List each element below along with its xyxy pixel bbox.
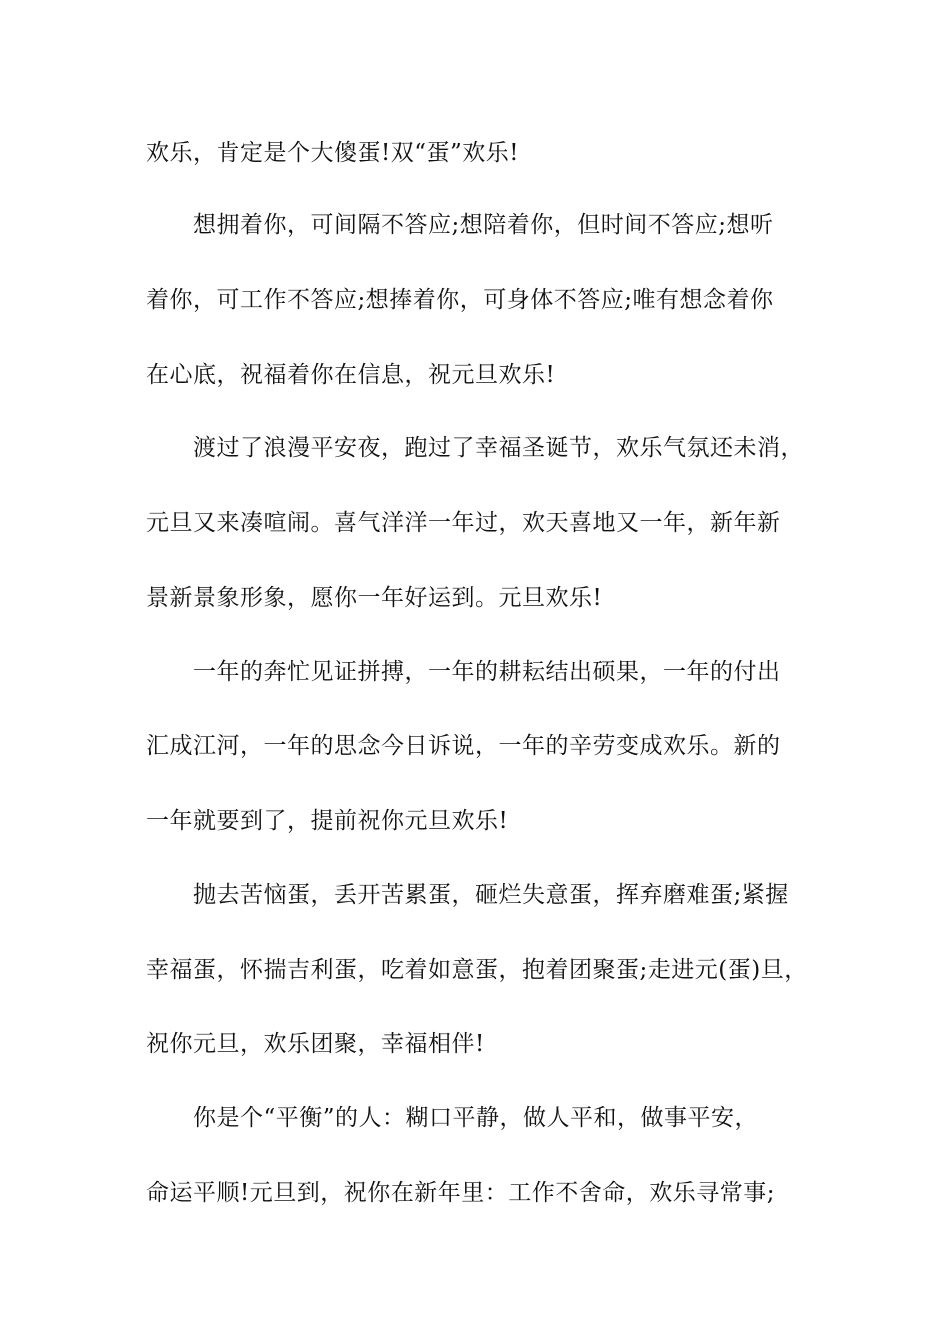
text-line: 汇成江河，一年的思念今日诉说，一年的辛劳变成欢乐。新的 xyxy=(146,733,781,759)
text-line: 景新景象形象，愿你一年好运到。元旦欢乐! xyxy=(146,585,603,611)
text-line: 在心底，祝福着你在信息，祝元旦欢乐! xyxy=(146,362,556,388)
paragraph-first-line: 一年的奔忙见证拼搏，一年的耕耘结出硕果，一年的付出 xyxy=(193,659,781,685)
text-line: 命运平顺!元旦到，祝你在新年里：工作不舍命，欢乐寻常事; xyxy=(146,1180,775,1206)
text-line: 元旦又来凑喧闹。喜气洋洋一年过，欢天喜地又一年，新年新 xyxy=(146,510,781,536)
paragraph-first-line: 你是个“平衡”的人：糊口平静，做人平和，做事平安， xyxy=(193,1105,759,1131)
paragraph-first-line: 渡过了浪漫平安夜，跑过了幸福圣诞节，欢乐气氛还未消， xyxy=(193,435,804,461)
text-line: 幸福蛋，怀揣吉利蛋，吃着如意蛋，抱着团聚蛋;走进元(蛋)旦， xyxy=(146,957,808,983)
text-line: 祝你元旦，欢乐团聚，幸福相伴! xyxy=(146,1031,485,1057)
paragraph-first-line: 抛去苦恼蛋，丢开苦累蛋，砸烂失意蛋，挥弃磨难蛋;紧握 xyxy=(193,882,789,908)
text-line: 欢乐，肯定是个大傻蛋!双“蛋”欢乐! xyxy=(146,140,520,166)
text-line: 一年就要到了，提前祝你元旦欢乐! xyxy=(146,808,509,834)
paragraph-first-line: 想拥着你，可间隔不答应;想陪着你，但时间不答应;想听 xyxy=(193,212,774,238)
text-line: 着你，可工作不答应;想捧着你，可身体不答应;唯有想念着你 xyxy=(146,287,774,313)
